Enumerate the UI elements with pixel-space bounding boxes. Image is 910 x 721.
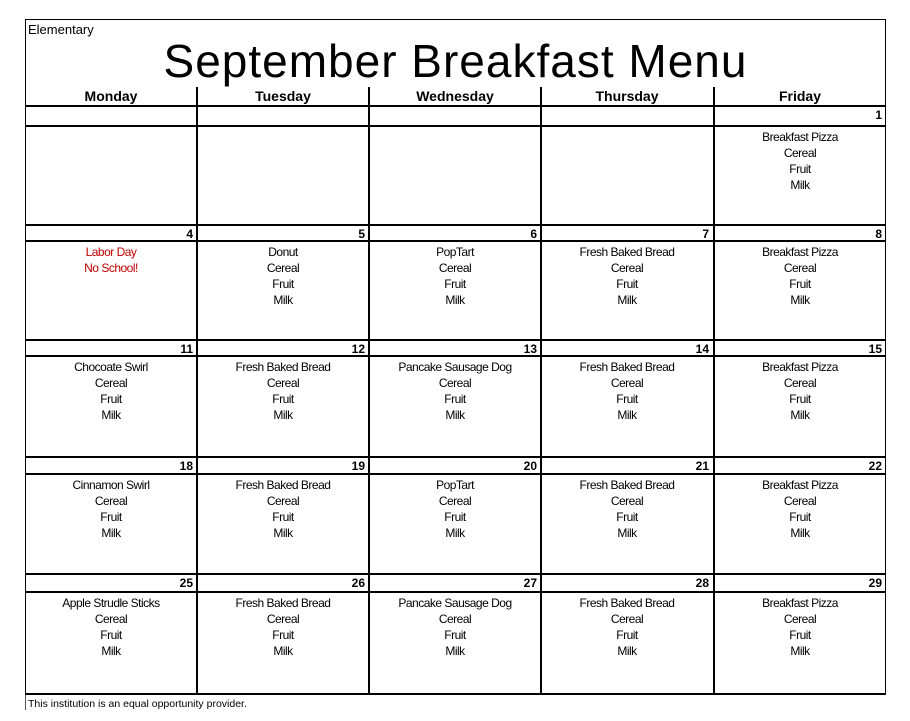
date-number: 25 (179, 576, 193, 590)
menu-item: Milk (445, 644, 465, 658)
menu-item: Chocoate Swirl (74, 360, 148, 374)
menu-item: Fruit (100, 628, 122, 642)
menu-item: Fresh Baked Bread (579, 360, 675, 374)
menu-item: PopTart (436, 245, 474, 259)
menu-item: Fruit (616, 628, 638, 642)
menu-items (541, 359, 713, 423)
day-header-wednesday: Wednesday (416, 88, 494, 104)
date-number: 20 (523, 459, 537, 473)
menu-items (197, 359, 369, 423)
menu-item: Cereal (94, 612, 128, 626)
menu-item: Fruit (789, 510, 811, 524)
menu-item: Fresh Baked Bread (235, 360, 331, 374)
menu-item: Breakfast Pizza (762, 130, 838, 144)
menu-item: Milk (273, 526, 293, 540)
menu-item: Cinnamon Swirl (72, 478, 150, 492)
menu-item: Fruit (444, 510, 466, 524)
menu-item: Fruit (272, 628, 294, 642)
menu-items (714, 244, 886, 308)
date-number: 6 (530, 227, 537, 241)
footer-border (25, 694, 26, 710)
menu-item: Fruit (272, 510, 294, 524)
menu-item: Cereal (783, 376, 817, 390)
menu-item: Milk (273, 644, 293, 658)
date-number: 29 (868, 576, 882, 590)
menu-item: Fruit (789, 392, 811, 406)
menu-items (197, 477, 369, 541)
row-divider (25, 339, 886, 341)
menu-item: Milk (617, 293, 637, 307)
menu-item: Milk (617, 644, 637, 658)
menu-item: Fruit (616, 510, 638, 524)
school-label: Elementary (28, 22, 94, 37)
menu-item: Milk (101, 408, 121, 422)
menu-item: Cereal (783, 494, 817, 508)
row-divider (25, 105, 886, 107)
menu-item: Fruit (444, 277, 466, 291)
menu-item: Milk (790, 644, 810, 658)
menu-item: Milk (617, 408, 637, 422)
menu-item: Milk (790, 293, 810, 307)
date-number: 4 (186, 227, 193, 241)
date-number: 19 (351, 459, 365, 473)
menu-item: Fruit (789, 277, 811, 291)
row-divider (25, 693, 886, 695)
menu-item: Fresh Baked Bread (579, 596, 675, 610)
menu-item: Breakfast Pizza (762, 360, 838, 374)
menu-item: Fruit (100, 392, 122, 406)
date-number: 26 (351, 576, 365, 590)
menu-items (714, 477, 886, 541)
menu-item: Donut (268, 245, 298, 259)
menu-items (25, 595, 197, 659)
menu-items (25, 477, 197, 541)
menu-item: Milk (790, 178, 810, 192)
menu-item: No School! (84, 261, 138, 275)
menu-items (541, 477, 713, 541)
menu-item: Fruit (272, 277, 294, 291)
date-number: 27 (523, 576, 537, 590)
menu-item: Labor Day (85, 245, 137, 259)
menu-item: Cereal (266, 261, 300, 275)
menu-item: Milk (445, 526, 465, 540)
menu-item: Cereal (610, 261, 644, 275)
menu-items (369, 359, 541, 423)
date-number: 1 (875, 108, 882, 122)
menu-items (197, 595, 369, 659)
menu-item: Fresh Baked Bread (235, 478, 331, 492)
menu-item: Milk (273, 293, 293, 307)
menu-item: Cereal (610, 494, 644, 508)
row-divider (25, 224, 886, 226)
date-number: 13 (523, 342, 537, 356)
day-header-thursday: Thursday (595, 88, 659, 104)
menu-item: Apple Strudle Sticks (62, 596, 160, 610)
date-number: 14 (695, 342, 709, 356)
menu-item: Cereal (266, 376, 300, 390)
row-divider (25, 591, 886, 593)
menu-item: Fresh Baked Bread (235, 596, 331, 610)
menu-item: Breakfast Pizza (762, 596, 838, 610)
menu-item: Milk (101, 644, 121, 658)
menu-item: Cereal (610, 612, 644, 626)
menu-item: Pancake Sausage Dog (398, 360, 512, 374)
menu-item: Fruit (789, 162, 811, 176)
row-divider (25, 125, 886, 127)
holiday-note (25, 244, 197, 276)
menu-items (714, 129, 886, 193)
menu-item: Fruit (444, 392, 466, 406)
menu-item: Fruit (444, 628, 466, 642)
menu-item: Milk (790, 408, 810, 422)
menu-items (369, 244, 541, 308)
footer-text: This institution is an equal opportunity provider. (28, 698, 247, 710)
menu-item: Cereal (94, 376, 128, 390)
menu-item: Milk (790, 526, 810, 540)
menu-item: Cereal (783, 146, 817, 160)
menu-item: Pancake Sausage Dog (398, 596, 512, 610)
menu-item: Fresh Baked Bread (579, 245, 675, 259)
date-number: 12 (351, 342, 365, 356)
menu-item: Fruit (616, 277, 638, 291)
menu-items (541, 244, 713, 308)
menu-item: Cereal (266, 494, 300, 508)
menu-item: Cereal (94, 494, 128, 508)
menu-items (369, 477, 541, 541)
date-number: 7 (702, 227, 709, 241)
menu-items (369, 595, 541, 659)
menu-item: Milk (101, 526, 121, 540)
date-number: 8 (875, 227, 882, 241)
menu-item: Cereal (610, 376, 644, 390)
menu-item: Cereal (438, 612, 472, 626)
menu-item: Milk (617, 526, 637, 540)
menu-items (197, 244, 369, 308)
page-title: September Breakfast Menu (163, 35, 748, 87)
row-divider (25, 473, 886, 475)
menu-item: Breakfast Pizza (762, 245, 838, 259)
day-header-monday: Monday (84, 88, 138, 104)
menu-item: Cereal (438, 494, 472, 508)
date-number: 22 (868, 459, 882, 473)
menu-item: Fruit (272, 392, 294, 406)
date-number: 15 (868, 342, 882, 356)
menu-item: Cereal (783, 612, 817, 626)
menu-item: Fruit (789, 628, 811, 642)
menu-item: Milk (445, 293, 465, 307)
menu-item: Cereal (438, 376, 472, 390)
menu-item: Cereal (266, 612, 300, 626)
row-divider (25, 573, 886, 575)
menu-items (714, 595, 886, 659)
menu-items (541, 595, 713, 659)
date-number: 5 (358, 227, 365, 241)
menu-items (25, 359, 197, 423)
menu-item: Milk (445, 408, 465, 422)
date-number: 11 (180, 342, 193, 356)
menu-item: Fruit (100, 510, 122, 524)
date-number: 18 (179, 459, 193, 473)
menu-item: Breakfast Pizza (762, 478, 838, 492)
menu-item: Cereal (438, 261, 472, 275)
day-header-tuesday: Tuesday (255, 88, 311, 104)
menu-item: Fresh Baked Bread (579, 478, 675, 492)
row-divider (25, 456, 886, 458)
menu-item: Fruit (616, 392, 638, 406)
menu-item: Milk (273, 408, 293, 422)
menu-item: PopTart (436, 478, 474, 492)
date-number: 21 (695, 459, 709, 473)
day-header-friday: Friday (778, 88, 821, 104)
date-number: 28 (695, 576, 709, 590)
menu-items (714, 359, 886, 423)
menu-item: Cereal (783, 261, 817, 275)
